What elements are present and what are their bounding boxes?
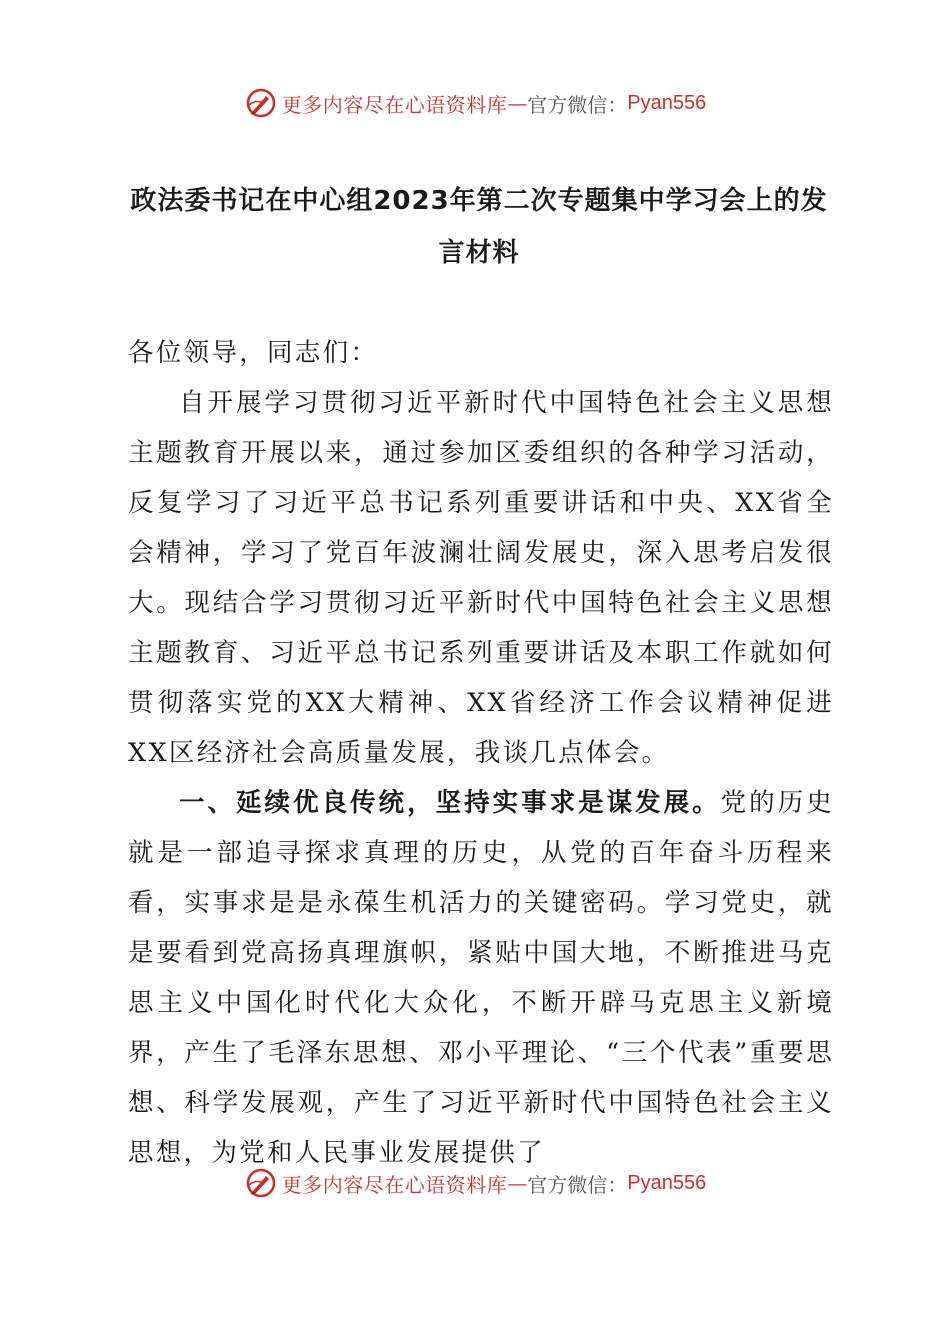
pen-logo-icon (244, 1166, 278, 1200)
paragraph-text: 党的历史就是一部追寻探求真理的历史，从党的百年奋斗历程来看，实事求是是永葆生机活力的关键密码。学习党史，就是要看到党高扬真理旗帜，紧贴中国大地，不断推进马克思主义中国化时代化大众化，不断开辟马克思主义新境界，产生了毛泽东思想、邓小平理论、“三个代表”重要思想、科学发展观，产生了习近平新时代中国特色社会主义思想，为党和人民事业发展提供了 (128, 788, 834, 1168)
salutation: 各位领导，同志们： (128, 338, 379, 368)
paragraph-text: 自开展学习贯彻习近平新时代中国特色社会主义思想主题教育开展以来，通过参加区委组织的各种学习活动，反复学习了习近平总书记系列重要讲话和中央、XX省全会精神，学习了党百年波澜壮阔发展史，深入思考启发很大。现结合学习贯彻习近平新时代中国特色社会主义思想主题教育、习近平总书记系列重要讲话及本职工作就如何贯彻落实党的XX大精神、XX省经济工作会议精神促进XX区经济社会高质量发展，我谈几点体会。 (128, 388, 834, 768)
document-title: 政法委书记在中心组2023年第二次专题集中学习会上的发言材料 (130, 186, 828, 268)
pen-logo-icon (244, 86, 278, 120)
wechat-id: Pyan556 (627, 91, 707, 114)
wechat-label: 官方微信： (527, 1172, 628, 1197)
banner-text: 更多内容尽在心语资料库 (281, 1172, 508, 1197)
banner-text: 更多内容尽在心语资料库 (281, 92, 508, 117)
footer-banner (0, 1161, 950, 1205)
wechat-id: Pyan556 (627, 1171, 707, 1194)
banner-separator: — (507, 1171, 528, 1195)
section-heading: 一、延续优良传统，坚持实事求是谋发展。 (179, 788, 721, 818)
paragraph (128, 378, 834, 778)
document-body (128, 328, 834, 1178)
wechat-label: 官方微信： (527, 92, 628, 117)
banner-separator: — (507, 91, 528, 115)
paragraph (128, 778, 834, 1178)
header-banner (0, 81, 950, 125)
